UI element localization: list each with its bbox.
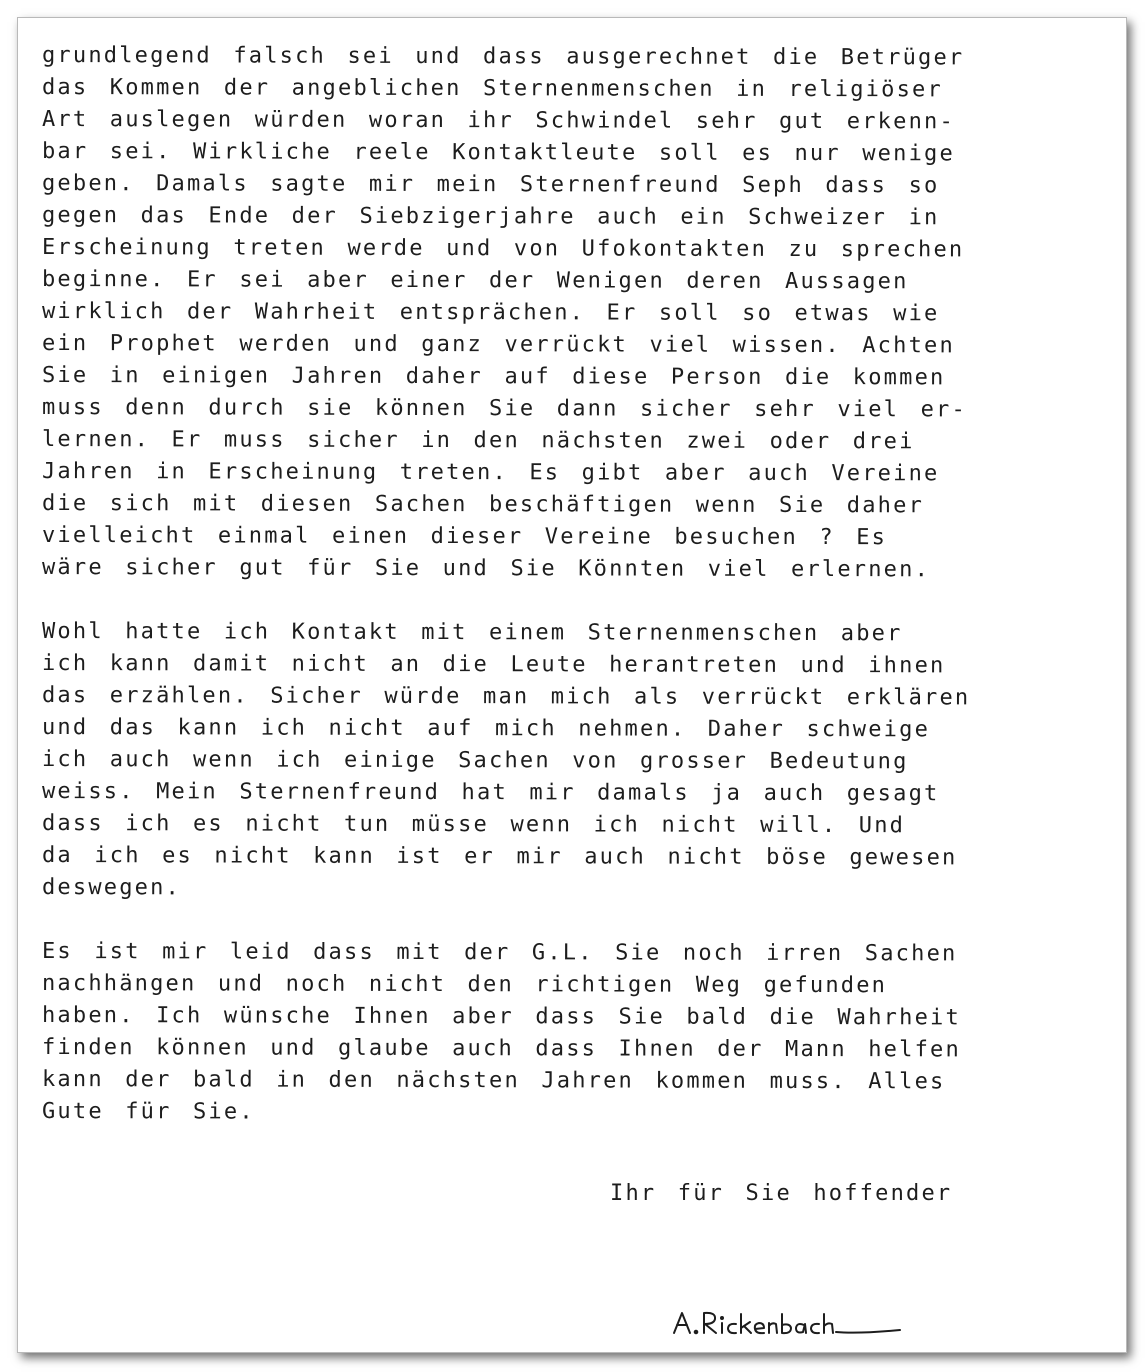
text-line: kann der bald in den nächsten Jahren kommen muss. Alles — [41, 1067, 946, 1095]
text-line: weiss. Mein Sternenfreund hat mir damals ja auch gesagt — [41, 779, 940, 807]
text-line: gegen das Ende der Siebzigerjahre auch ein Schweizer in — [41, 203, 940, 231]
paragraph-1 — [42, 40, 1112, 584]
text-line: das Kommen der angeblichen Sternenmenschen in religiöser — [41, 75, 943, 103]
paragraph-3 — [42, 936, 1112, 1128]
text-line: Gute für Sie. — [41, 1099, 255, 1125]
text-line: wirklich der Wahrheit entsprächen. Er soll so etwas wie — [41, 299, 940, 327]
text-line: die sich mit diesen Sachen beschäftigen wenn Sie daher — [41, 491, 925, 519]
letter-page — [17, 17, 1127, 1353]
text-line: finden können und glaube auch dass Ihnen der Mann helfen — [41, 1035, 961, 1063]
text-line: deswegen. — [41, 875, 182, 901]
text-line: ich auch wenn ich einige Sachen von grosser Bedeutung — [41, 747, 909, 775]
text-line: dass ich es nicht tun müsse wenn ich nicht will. Und — [41, 811, 906, 839]
text-line: muss denn durch sie können Sie dann sicher sehr viel er- — [41, 395, 967, 423]
text-line: Es ist mir leid dass mit der G.L. Sie noch irren Sachen — [41, 939, 958, 967]
text-line: lernen. Er muss sicher in den nächsten zwei oder drei — [41, 427, 915, 455]
text-line: bar sei. Wirkliche reele Kontaktleute soll es nur wenige — [41, 139, 955, 167]
text-line: ich kann damit nicht an die Leute herantreten und ihnen — [41, 651, 946, 679]
text-line: Erscheinung treten werde und von Ufokontakten zu sprechen — [41, 235, 965, 263]
text-line: nachhängen und noch nicht den richtigen Weg gefunden — [41, 971, 888, 999]
paragraph-2 — [42, 616, 1112, 904]
text-line: Wohl hatte ich Kontakt mit einem Sternenmenschen aber — [41, 619, 903, 647]
handwritten-signature — [668, 1303, 908, 1343]
text-line: vielleicht einmal einen dieser Vereine besuchen ? Es — [41, 523, 888, 551]
text-line: wäre sicher gut für Sie und Sie Könnten viel erlernen. — [41, 555, 931, 583]
text-line: grundlegend falsch sei und dass ausgerechnet die Betrüger — [41, 43, 965, 71]
text-line: haben. Ich wünsche Ihnen aber dass Sie bald die Wahrheit — [41, 1003, 961, 1031]
text-line: und das kann ich nicht auf mich nehmen. Daher schweige — [41, 715, 931, 743]
closing-line: Ihr für Sie hoffender — [610, 1181, 953, 1206]
text-line: Sie in einigen Jahren daher auf diese Person die kommen — [41, 363, 946, 391]
text-line: das erzählen. Sicher würde man mich als verrückt erklären — [41, 683, 971, 711]
text-line: Jahren in Erscheinung treten. Es gibt aber auch Vereine — [41, 459, 940, 487]
text-line: da ich es nicht kann ist er mir auch nicht böse gewesen — [41, 843, 958, 871]
text-line: beginne. Er sei aber einer der Wenigen deren Aussagen — [41, 267, 909, 295]
text-line: geben. Damals sagte mir mein Sternenfreund Seph dass so — [41, 171, 940, 199]
text-line: Art auslegen würden woran ihr Schwindel sehr gut erkenn- — [41, 107, 955, 135]
text-line: ein Prophet werden und ganz verrückt viel wissen. Achten — [41, 331, 955, 359]
